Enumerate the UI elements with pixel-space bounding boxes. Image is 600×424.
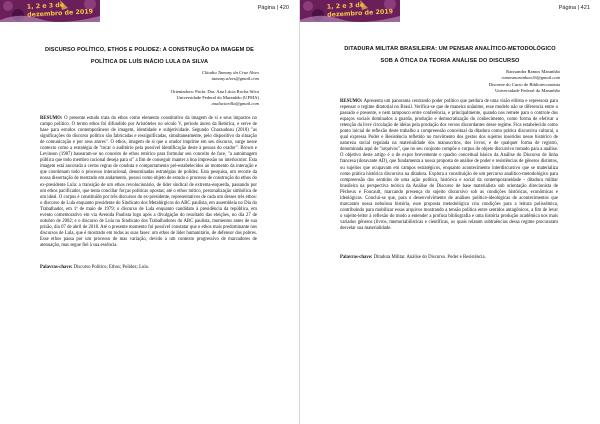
keywords	[40, 265, 257, 271]
author-block	[489, 69, 560, 94]
keywords-text: Ditadura Militar. Análise do Discurso. Poder e Resistência.	[372, 255, 486, 260]
author-line: Orientadora: Profa. Dra. Ana Lúcia Rocha Silva	[170, 88, 259, 94]
page-number: Página | 421	[558, 5, 590, 11]
banner-line-1: 1, 2 e 3 de	[26, 1, 65, 11]
keywords-text: Discurso Político; Ethos; Polidez; Lula.	[72, 265, 149, 270]
author-line: Cláudia Tamany da Cruz Alves	[201, 70, 259, 75]
article-title: DITADURA MILITAR BRASILEIRA: UM PENSAR ANALÍTICO-METODOLÓGICO SOB A ÓTICA DA TEORIA ANÁLISE DO DISCURSO	[344, 46, 556, 64]
author-line: Universidade Federal do Maranhão	[495, 87, 560, 93]
page-number: Página | 420	[257, 5, 289, 11]
banner-line-2: dezembro de 2019	[27, 8, 94, 19]
event-banner	[300, 0, 400, 22]
author-line: ramosmaranhao16@gmail.com	[501, 75, 560, 81]
abstract-text: Apresenta um panorama centrando poder político que perdura de uma visão elitista e repressora para repensar o regime ditatorial no Brasil. Verifica-se que de maneira unânime, esse modelo não se diferencia entre o passado e presente, e nem tampouco entre conferência, e principalmente, quando nos remete para o controle dos espaços sociais dominados a guarda, produção e democratização do conhecimento, como forma de efetivar a retenção da livre circulação de ideias pela produção dos versos discordantes desse regime. Fica estabelecido como ponto inicial de reflexão deste trabalho a compreensão conceitual da ditadura como prática discursiva cultural, a qual expressa Poder e Resistência refletido no movimento dos gestos dos sujeitos inseridos nesse histórico de natureza social regulada na materialidade dos manuscritos, dos livros, e de qualquer forma de registro, denominada aqui de "arquivos", que no seu conjunto compõe o corpus do objeto discursivo tomado para a análise. O objetivo deste artigo é o de expor brevemente o quadro conceitual básico da Análise do Discurso de linha francesa (doravante AD), que fundamenta a nossa proposta de análise de poder e resistências de gêneros distintos, ou sujeitos que ocupavam em campos estratégicos, enquanto acontecimento interdiscursivo que se materializa como prática histórica discursiva na ditadura. Explora a constituição de um percurso analítico-metodológico para compreensão dos sentidos de uma ação política, histórica e social da contemporaneidade - ditadura militar brasileira na perspectiva teórica da Análise do Discurso de base materialista sob orientação direcionista de Pêcheux e Foucault, marcando presença do sujeito discursivo sob as condições históricas, econômicas e ideológicas. Conclui-se que, para o desenvolvimento de análises político-ideológicas de acontecimentos que marcaram nossa nebulosa história, esse proposta metodológica cria condições para a leitura polissêmica, contribuindo para mobilizar essas arquivos mostrando a tensão política entre sentidos antagônicos, a fim de levar o sujeito-leitor à reflexão do modo a entender a profusa bibliografia e uma história produção acadêmica nos mais variados gêneros (livros, memoriabilisticas e científicas, os quais relatam subtraências dessa regime procuraram desvelar sua materialidade.	[340, 99, 558, 231]
keywords-label: Palavras-chave:	[340, 255, 373, 260]
banner-line-1: 1, 2 e 3 de	[326, 1, 365, 11]
event-banner	[0, 0, 100, 22]
article-title: DISCURSO POLÍTICO, ETHOS E POLIDEZ: A CONSTRUÇÃO DA IMAGEM DE POLÍTICA DE LUÍS INÁCIO LULA DA SILVA	[44, 47, 255, 65]
abstract-text: O presente estudo trata do ethos como elemento constitutivo da imagem de si e seus impactos no campo político. O termo ethos foi difundido por Aristóteles no século V, período áureo da Retórica, e serve de base para estudos contemporâneos de imagem, identidade e subjetividade. Segundo Charaudeau (2018) "as significações do discurso político são fabricadas e ressignificadas, simultaneamente, pelo dispositivo da situação de comunicação e por seus atores". O ethos, imagem de si que o orador imprime em seu discurso, surge nesse contexto como a estratégia de "tocar o auditório pela possível identificação deste à pessoa do orador". Brown e Levinson (1987) basearam-se no conceito de ethos retórico para formular seu conceito de face, "a autoimagem pública que todo membro racional deseja para si" a fim de conseguir manter a boa impressão no interlocutor. Esta imagem está ancorada a certas regras de conduta e comportamento pré-estabelecidos ao momento da interação e que coordenam todo o processo interacional, denominadas estratégias de polidez. Esta pesquisa, um recorte da nossa dissertação de mestrado em andamento, possui como objeto de estudo o processo de construção do ethos do ex-presidente Lula: a transição de um ethos revolucionário, de líder sindical de extrema-esquerda, passando por um ethos pacificador, que tenta conciliar forças políticas opostas; até o ethos mítico, personalização simbólica de um ideal. O corpus é constituído por três discursos do ex-presidente, representativos de cada um desses três ethos: o discurso de Lula enquanto presidente do Sindicato dos Metalúrgicos do ABC paulista, em assembleia no Dia do Trabalhador, em 1º de maio de 1979; o discurso de Lula enquanto candidato à presidência da república, em evento comemorativo em via Avenida Paulista logo após a divulgação do resultado das eleições, no dia 27 de outubro de 2002; e o discurso de Lula no Sindicato dos Trabalhadores do ABC paulista, momentos antes de sua prisão, dia 07 de abril de 2018. Até o presente momento foi possível constatar que o ethos mais predominante nos discursos de Lula, que é mostrado em todas as suas fases: um ethos de líder humanitário, de defensor dos pobres. Esse ethos passa por um processo de mas variação, devido a um contexto progressivo de marcadores de atenuação, mas segue fiel à sua essência.	[40, 116, 257, 248]
author-line: analuciarilla@gmail.com	[211, 101, 259, 107]
author-line: tamany.alves@gmail.com	[211, 76, 259, 82]
abstract-label: RESUMO:	[40, 116, 63, 121]
abstract	[340, 99, 558, 232]
author-line: Raissandra Ramos Maranhão	[506, 69, 560, 74]
abstract-label: RESUMO:	[340, 99, 363, 104]
right-page	[300, 0, 600, 424]
banner-line-2: dezembro de 2019	[327, 8, 394, 19]
author-block	[171, 70, 259, 108]
author-line: Discente do Curso de Biblioteconomia	[488, 81, 560, 87]
keywords	[340, 255, 558, 261]
abstract	[40, 116, 257, 249]
author-line: Universidade Federal do Maranhão (UFMA)	[176, 95, 259, 101]
keywords-label: Palavras-chave:	[40, 265, 73, 270]
